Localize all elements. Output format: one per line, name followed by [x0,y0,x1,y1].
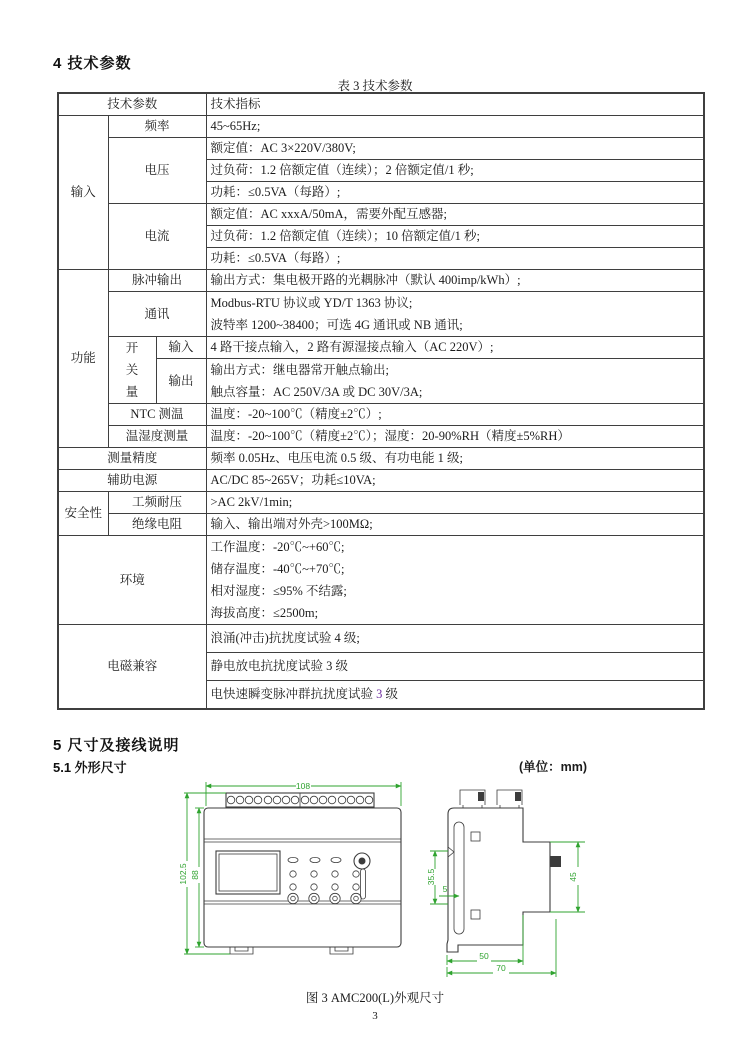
env-line1: 工作温度：-20℃~+60℃; [210,540,345,554]
front-view-drawing [178,779,428,977]
cell-aux-label: 辅助电源 [58,470,206,492]
cell-freq-label: 频率 [108,116,206,138]
cell-ntc-label: NTC 测温 [108,404,206,426]
cell-voltage-overload: 过负荷：1.2 倍额定值（连续）；2 倍额定值/1 秒; [206,160,704,182]
cell-voltage-power: 功耗：≤0.5VA（每路）; [206,182,704,204]
header-spec: 技术指标 [206,93,704,116]
env-line4: 海拔高度：≤2500m; [210,606,319,620]
cell-pulse-label: 脉冲输出 [108,270,206,292]
button-grid [288,871,361,904]
cell-group-function: 功能 [58,270,108,448]
cell-accuracy-value: 频率 0.05Hz、电压电流 0.5 级、有功电能 1 级; [206,448,704,470]
table-row [58,492,704,514]
dim-side-depth-upper [550,842,585,912]
cell-emc-row3 [206,681,704,709]
switch-out-line2: 触点容量：AC 250V/3A 或 DC 30V/3A; [210,385,423,399]
side-view-drawing [425,779,640,985]
cell-current-rated: 额定值：AC xxxA/50mA，需要外配互感器; [206,204,704,226]
cell-insulation-value: 输入、输出端对外壳>100MΩ; [206,514,704,536]
cell-current-power: 功耗：≤0.5VA（每路）; [206,248,704,270]
section4-heading: 4 技术参数 [53,55,132,72]
table-row [58,426,704,448]
dim-side-depth-total [447,919,556,977]
table-row [58,625,704,653]
figure-caption: 图 3 AMC200(L)外观尺寸 [305,991,445,1005]
cell-switch-out-value [206,359,704,404]
spec-table [57,92,705,710]
cell-current-overload: 过负荷：1.2 倍额定值（连续）；10 倍额定值/1 秒; [206,226,704,248]
table-row [58,292,704,337]
cell-voltage-label: 电压 [108,138,206,204]
svg-text:70: 70 [496,963,506,973]
table-row [58,448,704,470]
emc-row3-prefix: 电快速瞬变脉冲群抗扰度试验 [210,686,377,701]
table-row [58,204,704,226]
display-screen [216,851,280,894]
cell-pulse-value: 输出方式：集电极开路的光耦脉冲（默认 400imp/kWh）; [206,270,704,292]
cell-env-value [206,536,704,625]
antenna-connector [354,853,370,869]
switch-out-line1: 输出方式：继电器常开触点输出; [210,363,389,377]
switch-label-text: 开关量 [125,341,139,399]
table-caption: 表 3 技术参数 [337,79,413,93]
mounting-feet [230,947,353,954]
cell-env-label: 环境 [58,536,206,625]
table-row [58,536,704,625]
svg-text:102.5: 102.5 [178,863,188,885]
cell-emc-row1: 浪涌(冲击)抗扰度试验 4 级; [206,625,704,653]
cell-comm-value [206,292,704,337]
dim-front-height-body [190,808,204,947]
comm-line1: Modbus-RTU 协议或 YD/T 1363 协议; [210,296,413,310]
svg-text:45: 45 [568,872,578,882]
side-profile [447,808,561,952]
env-line2: 储存温度：-40℃~+70℃; [210,562,345,576]
emc-row3-level: 3 [376,686,383,701]
cell-switch-in-label: 输入 [156,337,206,359]
din-rail-channel [454,822,464,934]
side-terminals [460,790,522,808]
env-line3: 相对湿度：≤95% 不结露; [210,584,347,598]
section51-heading: 5.1 外形尺寸 [53,760,127,775]
svg-text:50: 50 [479,951,489,961]
cell-switch-label [108,337,156,404]
emc-row3-suffix: 级 [382,686,399,701]
svg-text:88: 88 [190,870,200,880]
cell-voltage-rated: 额定值：AC 3×220V/380V; [206,138,704,160]
section5-heading: 5 尺寸及接线说明 [53,737,180,754]
cell-insulation-label: 绝缘电阻 [108,514,206,536]
header-param: 技术参数 [58,93,206,116]
side-connector [550,856,561,867]
cell-comm-label: 通讯 [108,292,206,337]
cell-accuracy-label: 测量精度 [58,448,206,470]
rail-clip-notch [448,847,454,857]
table-row [58,470,704,492]
cell-hv-value: >AC 2kV/1min; [206,492,704,514]
cell-group-safety: 安全性 [58,492,108,536]
cell-hv-label: 工频耐压 [108,492,206,514]
cell-emc-row2: 静电放电抗扰度试验 3 级 [206,653,704,681]
dim-side-depth-body [447,915,523,965]
table-row [58,116,704,138]
comm-line2: 波特率 1200~38400；可选 4G 通讯或 NB 通讯; [210,318,463,332]
unit-note: (单位：mm) [519,760,588,774]
device-body [204,808,401,954]
table-row [58,514,704,536]
svg-text:108: 108 [295,781,311,791]
table-header-row [58,93,704,116]
dim-side-clip [439,884,459,896]
cell-current-label: 电流 [108,204,206,270]
svg-text:35.5: 35.5 [426,868,436,886]
sim-slot [361,869,366,899]
cell-humidity-value: 温度：-20~100℃（精度±2℃）；湿度：20-90%RH（精度±5%RH） [206,426,704,448]
cell-aux-value: AC/DC 85~265V；功耗≤10VA; [206,470,704,492]
table-row [58,404,704,426]
cell-ntc-value: 温度：-20~100℃（精度±2℃）; [206,404,704,426]
table-row [58,138,704,160]
table-row [58,337,704,359]
cell-humidity-label: 温湿度测量 [108,426,206,448]
table-row [58,270,704,292]
cell-emc-label: 电磁兼容 [58,625,206,709]
page-number: 3 [372,1010,378,1022]
terminal-strip [226,793,374,807]
cell-switch-out-label: 输出 [156,359,206,404]
led-indicators [288,857,341,862]
cell-switch-in-value: 4 路干接点输入，2 路有源湿接点输入（AC 220V）; [206,337,704,359]
cell-freq-value: 45~65Hz; [206,116,704,138]
svg-text:5: 5 [442,884,448,894]
cell-group-input: 输入 [58,116,108,270]
